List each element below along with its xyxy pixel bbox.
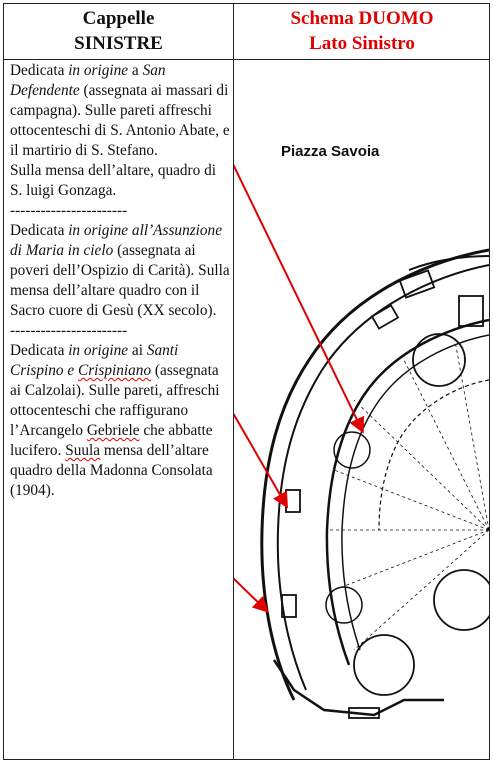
duomo-floor-plan xyxy=(234,60,489,758)
separator-1: ----------------------- xyxy=(10,202,128,219)
chapel-3-text-b: ai xyxy=(128,342,147,359)
right-column-header xyxy=(234,6,490,56)
chapel-2-italic: in origine all’Assunzione di Maria in cielo xyxy=(10,222,223,259)
left-column-header xyxy=(4,6,233,56)
chapel-3-text-e: mensa dell’altare quadro della Madonna Consolata (1904). xyxy=(10,442,213,499)
chapel-1-text-b: a xyxy=(128,62,143,79)
header-cappelle: Cappelle xyxy=(82,8,155,29)
chapel-1-italic-a: in origine xyxy=(68,62,129,79)
header-lato-sinistro: Lato Sinistro xyxy=(309,33,415,54)
chapel-2-text: Dedicata xyxy=(10,222,69,239)
chapel-3-italic-b: Santi Crispino e xyxy=(10,342,179,379)
chapel-2-text-b: (assegnata ai poveri dell’Ospizio di Carità). Sulla mensa dell’altare quadro con il Sacro cuore di Gesù (XX secolo). xyxy=(10,242,230,319)
arrow-chapel-1 xyxy=(234,125,362,430)
chapel-3-italic-c: Crispiniano xyxy=(78,362,152,379)
chapel-1-description xyxy=(10,61,232,201)
chapel-1-italic-b: San Defendente xyxy=(10,62,166,99)
chapel-3-text: Dedicata xyxy=(10,342,69,359)
chapel-3-description xyxy=(10,341,232,501)
red-arrows xyxy=(234,125,362,610)
arrow-chapel-2 xyxy=(234,380,286,505)
chapel-1-text-c: (assegnata ai massari di campagna). Sulle pareti affreschi ottocenteschi di S. Antonio Abate, e il martirio di S. Stefano. xyxy=(10,82,230,159)
chapel-3-text-d: che abbatte lucifero. xyxy=(10,422,213,459)
chapel-descriptions xyxy=(10,61,232,501)
chapel-3-misspelled-gebriele: Gebriele xyxy=(86,422,140,439)
chapel-3-italic-a: in origine xyxy=(68,342,129,359)
chapel-1-text: Dedicata xyxy=(10,62,69,79)
chapel-3-misspelled-suula: Suula xyxy=(65,442,101,459)
plan-walls xyxy=(262,250,489,718)
header-sinistre: SINISTRE xyxy=(74,33,163,54)
chapel-1-altar: Sulla mensa dell’altare, quadro di S. luigi Gonzaga. xyxy=(10,162,217,199)
chapel-3-text-c: (assegnata ai Calzolai). Sulle pareti, affreschi ottocenteschi che raffigurano l’Arcangelo xyxy=(10,362,220,439)
header-schema-duomo: Schema DUOMO xyxy=(290,8,434,29)
chapel-2-description xyxy=(10,221,232,321)
piazza-savoia-label: Piazza Savoia xyxy=(281,143,380,160)
separator-2: ----------------------- xyxy=(10,322,128,339)
